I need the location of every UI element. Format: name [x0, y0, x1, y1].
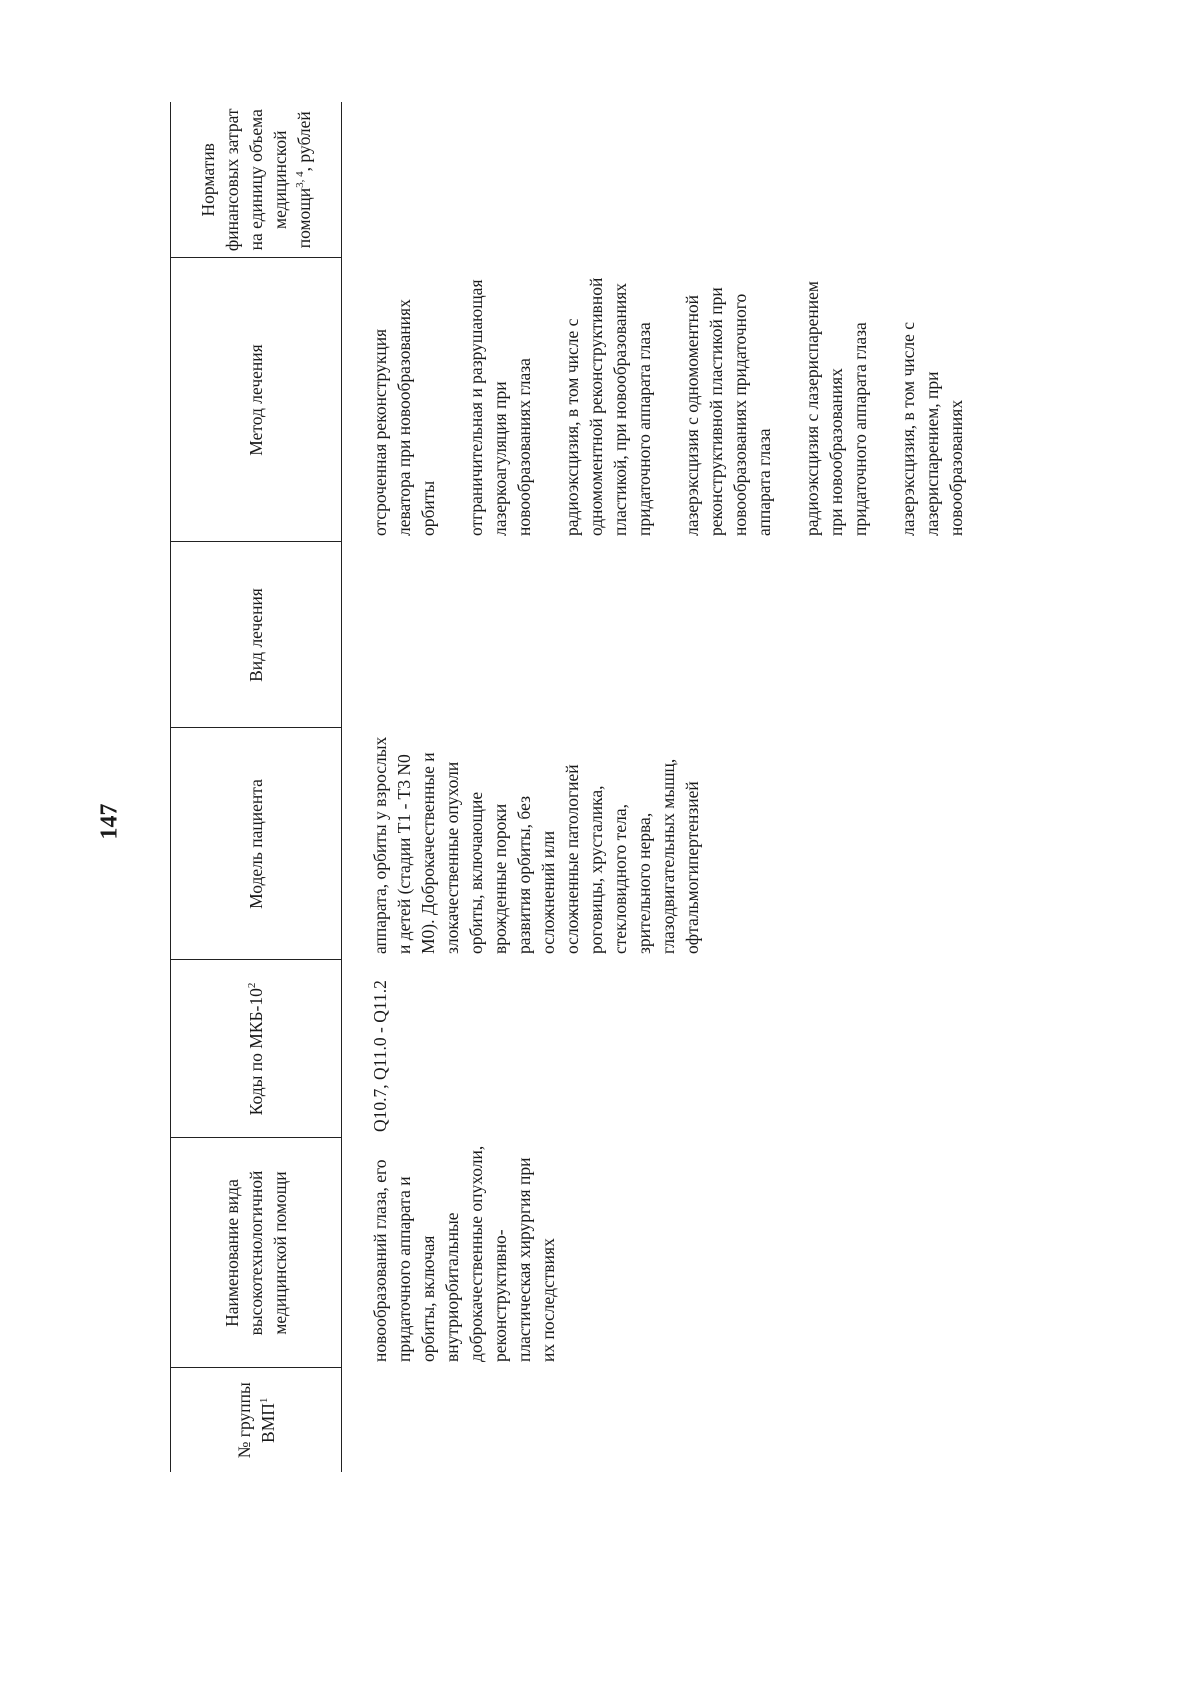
method-item: радиоэксцизия, в том числе с одномоментной реконструктивной пластикой, при новообразованиях придаточного аппарата глаза: [562, 277, 654, 536]
cell-patient-model: аппарата, орбиты у взрослых и детей (стадии T1 - T3 N0 M0). Доброкачественные и злокачественные опухоли орбиты, включающие врожденные пороки развития орбиты, без осложнений или осложненные патологией роговицы, хрусталика, стекловидного тела, зрительного нерва, глазодвигательных мышц, офтальмогипертензией: [370, 736, 702, 954]
method-item: отграничительная и разрушающая лазеркоагуляция при новообразованиях глаза: [466, 279, 534, 536]
vmp-table: [170, 102, 968, 1472]
page-number: 147: [96, 803, 123, 840]
rotated-table-container: [170, 102, 1170, 1472]
cell-codes: Q10.7, Q11.0 - Q11.2: [370, 980, 390, 1132]
cell-group-no: [342, 1368, 969, 1472]
method-item: лазерэксцизия, в том числе с лазериспарением, при новообразованиях: [898, 321, 966, 536]
table-header-row: [171, 102, 342, 1472]
cell-cost: [342, 102, 969, 258]
header-name: Наименование вида высокотехнологичной медицинской помощи: [171, 1138, 342, 1368]
header-codes: Коды по МКБ-$10^2$: [171, 960, 342, 1138]
method-item: отсроченная реконструкция леватора при новообразованиях орбиты: [370, 299, 438, 536]
header-patient-model: Модель пациента: [171, 728, 342, 960]
method-item: лазерэксцизия с одномоментной реконструктивной пластикой при новообразованиях придаточного аппарата глаза: [682, 287, 774, 536]
header-treatment-type: Вид лечения: [171, 542, 342, 728]
header-treatment-method: Метод лечения: [171, 258, 342, 542]
cell-name: новообразований глаза, его придаточного аппарата и орбиты, включая внутриорбитальные доброкачественные опухоли, реконструктивно-пластическая хирургия при их последствиях: [370, 1145, 558, 1362]
header-group-no: № группы ВМП$^1$: [171, 1368, 342, 1472]
table-row: [342, 102, 969, 1472]
cell-treatment-method: [342, 258, 969, 542]
method-item: радиоэксцизия с лазериспарением при новообразованиях придаточного аппарата глаза: [802, 281, 870, 536]
header-cost: Норматив финансовых затрат на единицу объема медицинской помощи$^{3, 4}$, рублей: [171, 102, 342, 258]
cell-treatment-type: [342, 542, 969, 728]
